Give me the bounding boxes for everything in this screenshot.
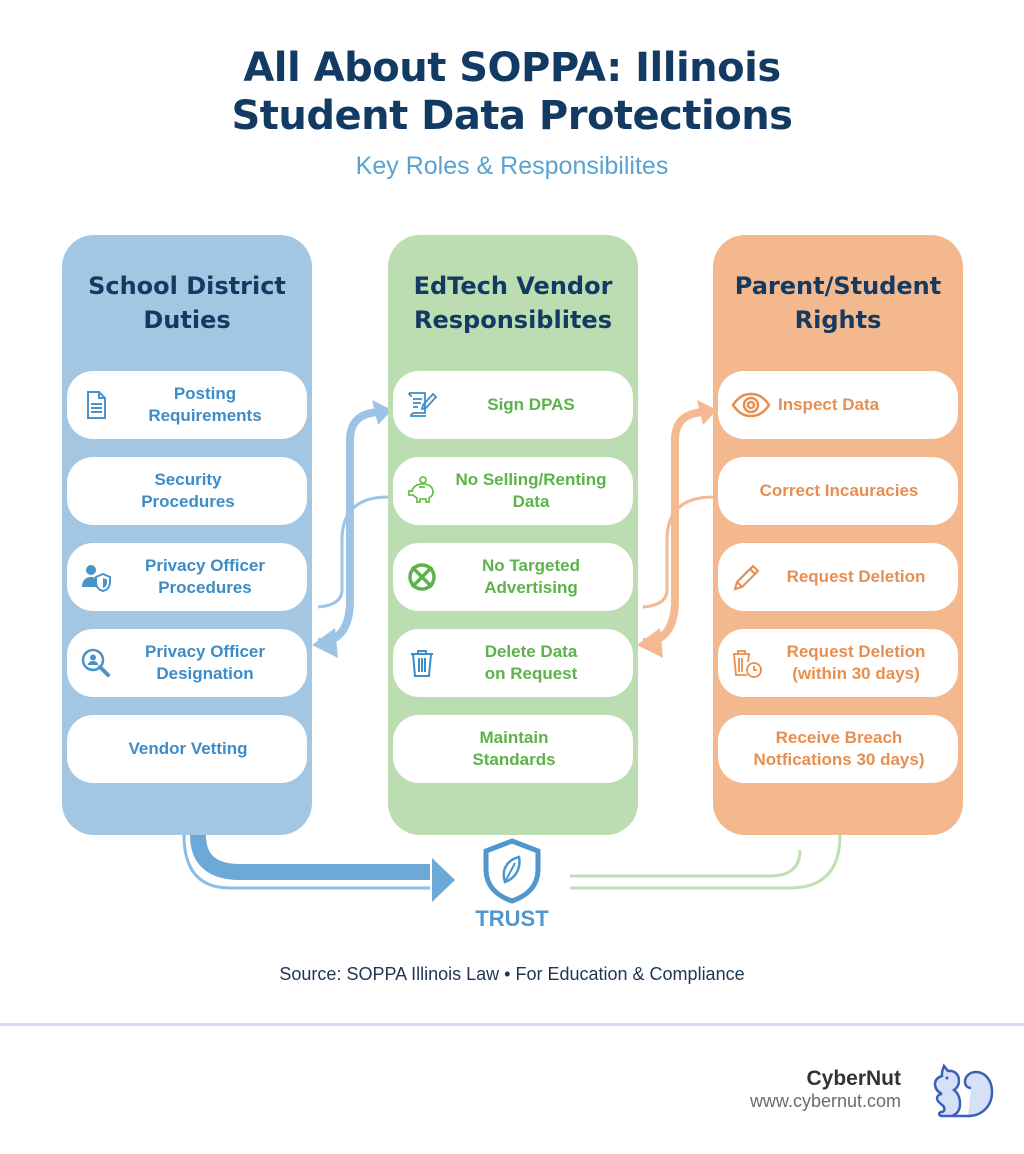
prohibited-icon bbox=[405, 560, 439, 594]
source-note: Source: SOPPA Illinois Law • For Education & Compliance bbox=[279, 964, 745, 984]
card-inspect-data: Inspect Data bbox=[718, 371, 958, 439]
card-security-procedures: Security Procedures bbox=[67, 457, 307, 525]
brand-name: CyberNut bbox=[806, 1067, 901, 1090]
pencil-icon bbox=[730, 560, 764, 594]
footer-divider bbox=[0, 1023, 1024, 1026]
column-school-district bbox=[62, 235, 312, 835]
title-line-1: All About SOPPA: Illinois bbox=[243, 45, 781, 91]
card-receive-breach-notifications: Receive Breach Notfications 30 days) bbox=[718, 715, 958, 783]
page-subtitle: Key Roles & Responsibilites bbox=[355, 152, 669, 180]
eye-icon bbox=[730, 388, 772, 422]
squirrel-logo-icon bbox=[928, 1058, 998, 1126]
card-request-deletion: Request Deletion bbox=[718, 543, 958, 611]
page-title bbox=[0, 44, 1024, 140]
shield-leaf-icon bbox=[481, 838, 543, 904]
column-edtech-vendor bbox=[388, 235, 638, 835]
column-heading: School District Duties bbox=[88, 272, 286, 334]
title-line-2: Student Data Protections bbox=[231, 93, 793, 139]
card-posting-requirements: Posting Requirements bbox=[67, 371, 307, 439]
card-no-selling-renting: No Selling/Renting Data bbox=[393, 457, 633, 525]
document-icon bbox=[79, 388, 113, 422]
card-maintain-standards: Maintain Standards bbox=[393, 715, 633, 783]
card-privacy-officer-designation: Privacy Officer Designation bbox=[67, 629, 307, 697]
card-request-deletion-30-days: Request Deletion (within 30 days) bbox=[718, 629, 958, 697]
card-privacy-officer-procedures: Privacy Officer Procedures bbox=[67, 543, 307, 611]
column-heading: EdTech Vendor Responsiblites bbox=[413, 272, 613, 334]
card-correct-inaccuracies: Correct Incauracies bbox=[718, 457, 958, 525]
trash-clock-icon bbox=[730, 646, 764, 680]
card-vendor-vetting: Vendor Vetting bbox=[67, 715, 307, 783]
card-no-targeted-advertising: No Targeted Advertising bbox=[393, 543, 633, 611]
piggy-bank-icon bbox=[405, 474, 439, 508]
column-parent-student-rights bbox=[713, 235, 963, 835]
user-shield-icon bbox=[79, 560, 113, 594]
user-search-icon bbox=[79, 646, 113, 680]
trash-icon bbox=[405, 646, 439, 680]
trust-label: TRUST bbox=[475, 906, 549, 931]
brand-url[interactable]: www.cybernut.com bbox=[749, 1091, 901, 1111]
card-sign-dpas: Sign DPAS bbox=[393, 371, 633, 439]
contract-sign-icon bbox=[405, 388, 439, 422]
card-delete-data-on-request: Delete Data on Request bbox=[393, 629, 633, 697]
column-heading: Parent/Student Rights bbox=[734, 272, 942, 334]
